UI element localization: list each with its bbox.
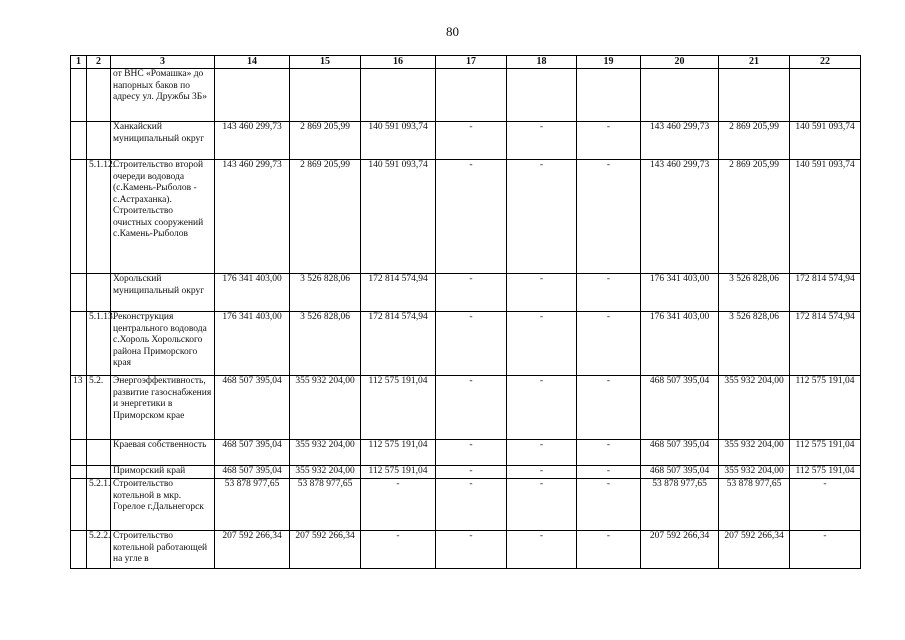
table-row	[71, 122, 861, 160]
table-cell-c1	[71, 440, 87, 466]
table-cell-c19: -	[577, 531, 641, 569]
table-cell-c20: 468 507 395,04	[641, 440, 719, 466]
table-cell-c22	[790, 69, 861, 122]
header-row	[71, 56, 861, 69]
table-row	[71, 312, 861, 376]
table-cell-c16: 112 575 191,04	[361, 376, 436, 440]
table-cell-c16: 140 591 093,74	[361, 160, 436, 274]
table-cell-c14: 176 341 403,00	[215, 274, 290, 312]
table-cell-c22: 172 814 574,94	[790, 274, 861, 312]
table-cell-c14: 53 878 977,65	[215, 479, 290, 531]
table-cell-c17: -	[436, 160, 507, 274]
table-cell-c1	[71, 274, 87, 312]
table-cell-c15: 355 932 204,00	[290, 466, 361, 479]
table-cell-c18: -	[507, 531, 577, 569]
table-cell-c2	[87, 440, 111, 466]
table-cell-c19: -	[577, 479, 641, 531]
table-cell-c1	[71, 69, 87, 122]
table-cell-c21: 53 878 977,65	[719, 479, 790, 531]
table-cell-c3: Хорольский муниципальный округ	[111, 274, 215, 312]
table-cell-c17: -	[436, 440, 507, 466]
table-cell-c14: 468 507 395,04	[215, 466, 290, 479]
table-cell-c18: -	[507, 466, 577, 479]
table-cell-c20	[641, 69, 719, 122]
table-cell-c20: 143 460 299,73	[641, 122, 719, 160]
table-cell-c1	[71, 122, 87, 160]
table-row	[71, 69, 861, 122]
table-cell-c16: 172 814 574,94	[361, 274, 436, 312]
table-cell-c21	[719, 69, 790, 122]
table-cell-c20: 468 507 395,04	[641, 376, 719, 440]
table-cell-c2	[87, 274, 111, 312]
table-cell-c18: -	[507, 274, 577, 312]
table-cell-c2: 5.2.1.	[87, 479, 111, 531]
table-cell-c21: 2 869 205,99	[719, 122, 790, 160]
table-cell-c17: -	[436, 466, 507, 479]
table-cell-c3: от ВНС «Ромашка» до напорных баков по адресу ул. Дружбы 3Б»	[111, 69, 215, 122]
page-number: 80	[446, 24, 459, 39]
table-cell-c21: 3 526 828,06	[719, 274, 790, 312]
table-cell-c19: -	[577, 160, 641, 274]
table-cell-c17: -	[436, 312, 507, 376]
table-cell-c2: 5.1.12.	[87, 160, 111, 274]
table-cell-c14: 468 507 395,04	[215, 440, 290, 466]
table-cell-c18: -	[507, 440, 577, 466]
header-cell: 19	[577, 56, 641, 69]
table-cell-c1: 13	[71, 376, 87, 440]
header-cell: 1	[71, 56, 87, 69]
header-cell: 16	[361, 56, 436, 69]
table-cell-c19: -	[577, 466, 641, 479]
table-cell-c17: -	[436, 274, 507, 312]
table-cell-c1	[71, 531, 87, 569]
table-cell-c22: -	[790, 531, 861, 569]
table-cell-c20: 53 878 977,65	[641, 479, 719, 531]
table-row	[71, 376, 861, 440]
table-cell-c15	[290, 69, 361, 122]
table-cell-c2: 5.1.13.	[87, 312, 111, 376]
table-cell-c18	[507, 69, 577, 122]
table-cell-c14: 176 341 403,00	[215, 312, 290, 376]
table-cell-c15: 3 526 828,06	[290, 312, 361, 376]
table-cell-c21: 3 526 828,06	[719, 312, 790, 376]
table-cell-c15: 2 869 205,99	[290, 160, 361, 274]
table-cell-c2	[87, 122, 111, 160]
table-cell-c2	[87, 466, 111, 479]
table-cell-c3: Приморский край	[111, 466, 215, 479]
table-cell-c15: 3 526 828,06	[290, 274, 361, 312]
table-cell-c18: -	[507, 479, 577, 531]
table-cell-c15: 53 878 977,65	[290, 479, 361, 531]
table-cell-c3: Строительство котельной в мкр. Горелое г.Дальнегорск	[111, 479, 215, 531]
table-cell-c22: 140 591 093,74	[790, 122, 861, 160]
budget-table	[70, 55, 861, 569]
table-cell-c15: 355 932 204,00	[290, 376, 361, 440]
table-cell-c20: 176 341 403,00	[641, 312, 719, 376]
table-cell-c19: -	[577, 274, 641, 312]
table-cell-c22: -	[790, 479, 861, 531]
table-cell-c15: 355 932 204,00	[290, 440, 361, 466]
table-row	[71, 440, 861, 466]
table-cell-c18: -	[507, 122, 577, 160]
table-cell-c3: Краевая собственность	[111, 440, 215, 466]
table-cell-c2	[87, 69, 111, 122]
table-row	[71, 531, 861, 569]
table-cell-c21: 355 932 204,00	[719, 440, 790, 466]
table-cell-c16: 172 814 574,94	[361, 312, 436, 376]
header-cell: 3	[111, 56, 215, 69]
header-cell: 2	[87, 56, 111, 69]
table-cell-c17: -	[436, 122, 507, 160]
header-cell: 17	[436, 56, 507, 69]
table-cell-c14: 468 507 395,04	[215, 376, 290, 440]
table-cell-c3: Реконструкция центрального водовода с.Хороль Хорольского района Приморского края	[111, 312, 215, 376]
table-cell-c18: -	[507, 160, 577, 274]
table-cell-c3: Энергоэффективность, развитие газоснабжения и энергетики в Приморском крае	[111, 376, 215, 440]
table-cell-c22: 112 575 191,04	[790, 440, 861, 466]
table-row	[71, 466, 861, 479]
table-cell-c20: 468 507 395,04	[641, 466, 719, 479]
table-cell-c21: 355 932 204,00	[719, 466, 790, 479]
table-cell-c22: 112 575 191,04	[790, 376, 861, 440]
table-row	[71, 160, 861, 274]
header-cell: 20	[641, 56, 719, 69]
table-cell-c1	[71, 160, 87, 274]
table-cell-c17: -	[436, 531, 507, 569]
table-cell-c16: -	[361, 479, 436, 531]
table-cell-c17: -	[436, 376, 507, 440]
table-cell-c16: 112 575 191,04	[361, 466, 436, 479]
table-cell-c1	[71, 479, 87, 531]
table-cell-c15: 207 592 266,34	[290, 531, 361, 569]
table-cell-c14	[215, 69, 290, 122]
table-cell-c2: 5.2.2.	[87, 531, 111, 569]
table-cell-c22: 112 575 191,04	[790, 466, 861, 479]
table-cell-c18: -	[507, 312, 577, 376]
table-cell-c19: -	[577, 376, 641, 440]
header-cell: 15	[290, 56, 361, 69]
table-cell-c14: 143 460 299,73	[215, 160, 290, 274]
table-cell-c19	[577, 69, 641, 122]
table-cell-c17	[436, 69, 507, 122]
header-cell: 21	[719, 56, 790, 69]
table-row	[71, 479, 861, 531]
table-cell-c3: Строительство второй очереди водовода (с.Камень-Рыболов - с.Астраханка). Строительство очистных сооружений с.Камень-Рыболов	[111, 160, 215, 274]
table-cell-c20: 143 460 299,73	[641, 160, 719, 274]
table-cell-c21: 355 932 204,00	[719, 376, 790, 440]
table-cell-c15: 2 869 205,99	[290, 122, 361, 160]
table-cell-c3: Ханкайский муниципальный округ	[111, 122, 215, 160]
table-cell-c16: -	[361, 531, 436, 569]
table-cell-c20: 207 592 266,34	[641, 531, 719, 569]
header-cell: 22	[790, 56, 861, 69]
table-cell-c19: -	[577, 312, 641, 376]
table-cell-c16: 112 575 191,04	[361, 440, 436, 466]
table-cell-c1	[71, 466, 87, 479]
table-cell-c22: 172 814 574,94	[790, 312, 861, 376]
table-cell-c3: Строительство котельной работающей на угле в	[111, 531, 215, 569]
table-row	[71, 274, 861, 312]
header-cell: 18	[507, 56, 577, 69]
table-cell-c21: 207 592 266,34	[719, 531, 790, 569]
table-cell-c18: -	[507, 376, 577, 440]
table-cell-c17: -	[436, 479, 507, 531]
table-cell-c16: 140 591 093,74	[361, 122, 436, 160]
table-cell-c21: 2 869 205,99	[719, 160, 790, 274]
table-cell-c1	[71, 312, 87, 376]
table-cell-c16	[361, 69, 436, 122]
header-cell: 14	[215, 56, 290, 69]
table-cell-c2: 5.2.	[87, 376, 111, 440]
table-cell-c14: 207 592 266,34	[215, 531, 290, 569]
table-cell-c14: 143 460 299,73	[215, 122, 290, 160]
table-cell-c19: -	[577, 440, 641, 466]
table-cell-c20: 176 341 403,00	[641, 274, 719, 312]
table-cell-c19: -	[577, 122, 641, 160]
table-cell-c22: 140 591 093,74	[790, 160, 861, 274]
